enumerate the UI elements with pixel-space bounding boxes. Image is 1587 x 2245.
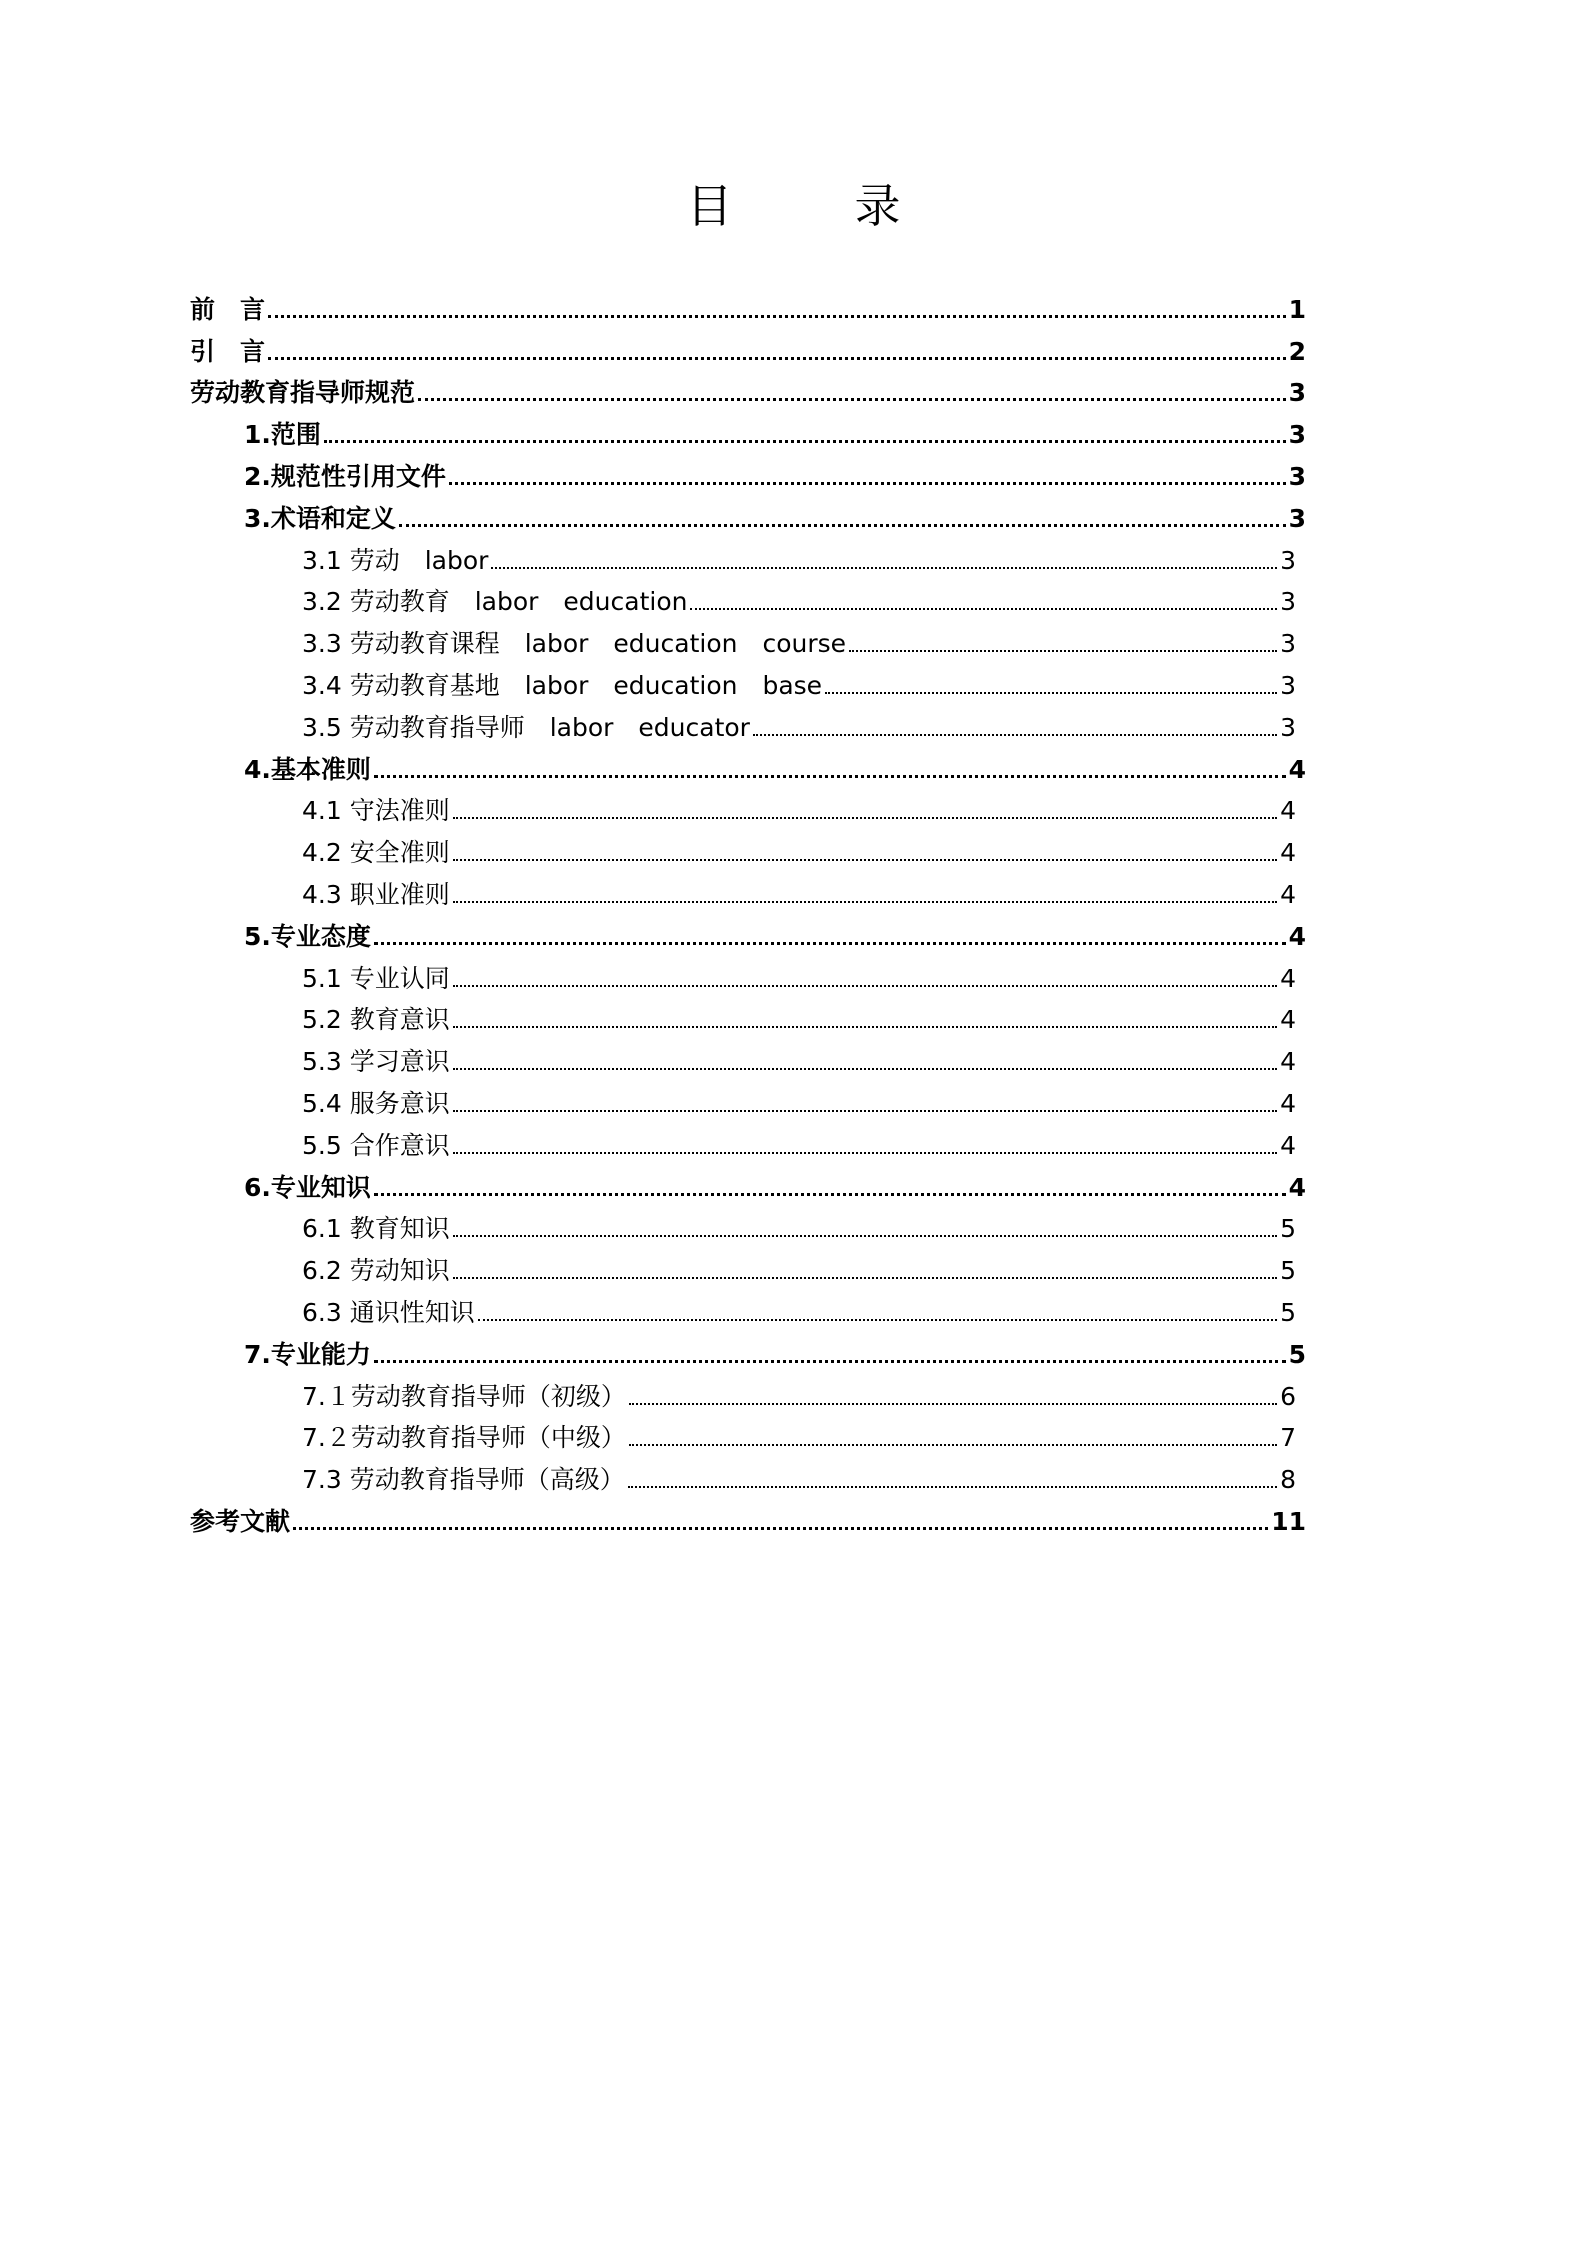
toc-entry-label: 5.专业态度 (244, 921, 371, 951)
toc-entry-label: 6.2 劳动知识 (302, 1256, 450, 1286)
toc-entry-page-number: 4 (1280, 796, 1296, 826)
toc-entry-label: 4.基本准则 (244, 754, 371, 784)
toc-entry-page-number: 5 (1288, 1339, 1306, 1369)
toc-entry-label: 3.4 劳动教育基地 labor education base (302, 670, 823, 700)
toc-entry-label: 5.4 服务意识 (302, 1088, 450, 1118)
toc-entry-page-number: 8 (1280, 1465, 1296, 1495)
toc-entry-label: 1.范围 (244, 420, 321, 450)
toc-entry-label: 5.3 学习意识 (302, 1047, 450, 1077)
dot-leader (628, 1486, 1277, 1488)
toc-entry[interactable] (190, 913, 1306, 955)
toc-entry[interactable] (190, 1289, 1306, 1331)
toc-entry-label: 5.1 专业认同 (302, 963, 450, 993)
toc-entry-label: 7.3 劳动教育指导师（高级） (302, 1465, 625, 1495)
dot-leader (453, 817, 1277, 819)
toc-entry[interactable] (190, 1373, 1306, 1415)
toc-entry-page-number: 3 (1288, 420, 1306, 450)
toc-entry-label: 7.１劳动教育指导师（初级） (302, 1381, 626, 1411)
toc-entry-label: 5.2 教育意识 (302, 1005, 450, 1035)
dot-leader (449, 482, 1286, 485)
toc-entry[interactable] (190, 662, 1306, 704)
toc-entry-page-number: 3 (1280, 712, 1296, 742)
dot-leader (825, 692, 1277, 694)
toc-entry[interactable] (190, 579, 1306, 621)
toc-entry-page-number: 2 (1288, 336, 1306, 366)
toc-entry-page-number: 3 (1280, 670, 1296, 700)
toc-entry[interactable] (190, 370, 1306, 412)
toc-entry[interactable] (190, 1415, 1306, 1457)
toc-entry-label: 3.1 劳动 labor (302, 545, 489, 575)
toc-entry[interactable] (190, 1122, 1306, 1164)
toc-entry-page-number: 4 (1288, 754, 1306, 784)
toc-entry[interactable] (190, 620, 1306, 662)
toc-entry-page-number: 3 (1288, 461, 1306, 491)
toc-entry[interactable] (190, 328, 1306, 370)
page-title: 目 录 (686, 179, 939, 233)
dot-leader (374, 1193, 1286, 1196)
toc-entry-page-number: 5 (1280, 1214, 1296, 1244)
table-of-contents (190, 286, 1306, 1540)
dot-leader (629, 1403, 1277, 1405)
dot-leader (453, 1068, 1277, 1070)
toc-entry-label: 参考文献 (190, 1506, 291, 1536)
dot-leader (268, 357, 1286, 360)
toc-entry[interactable] (190, 955, 1306, 997)
toc-entry-page-number: 11 (1271, 1506, 1306, 1536)
toc-entry-page-number: 3 (1280, 629, 1296, 659)
toc-entry[interactable] (190, 1206, 1306, 1248)
toc-entry[interactable] (190, 1456, 1306, 1498)
toc-entry-page-number: 5 (1280, 1297, 1296, 1327)
dot-leader (453, 1235, 1277, 1237)
toc-entry-label: 4.2 安全准则 (302, 838, 450, 868)
dot-leader (374, 1360, 1286, 1363)
toc-entry-page-number: 4 (1280, 1088, 1296, 1118)
toc-entry[interactable] (190, 997, 1306, 1039)
dot-leader (753, 734, 1277, 736)
toc-entry[interactable] (190, 871, 1306, 913)
toc-entry-label: 3.3 劳动教育课程 labor education course (302, 629, 847, 659)
dot-leader (849, 650, 1277, 652)
toc-entry-label: 7.２劳动教育指导师（中级） (302, 1423, 626, 1453)
dot-leader (399, 524, 1286, 527)
toc-entry-page-number: 4 (1280, 879, 1296, 909)
dot-leader (453, 1026, 1277, 1028)
toc-entry[interactable] (190, 1247, 1306, 1289)
toc-entry-label: 4.3 职业准则 (302, 879, 450, 909)
dot-leader (268, 315, 1286, 318)
toc-entry-page-number: 3 (1280, 545, 1296, 575)
toc-entry-page-number: 4 (1280, 1130, 1296, 1160)
toc-entry-page-number: 7 (1280, 1423, 1296, 1453)
toc-entry[interactable] (190, 537, 1306, 579)
toc-entry[interactable] (190, 1331, 1306, 1373)
toc-entry-page-number: 4 (1280, 1047, 1296, 1077)
toc-entry-page-number: 4 (1280, 838, 1296, 868)
toc-entry-page-number: 3 (1288, 378, 1306, 408)
toc-entry-page-number: 6 (1280, 1381, 1296, 1411)
toc-entry[interactable] (190, 495, 1306, 537)
toc-entry[interactable] (190, 746, 1306, 788)
dot-leader (453, 985, 1277, 987)
dot-leader (690, 608, 1277, 610)
toc-entry[interactable] (190, 1038, 1306, 1080)
toc-entry[interactable] (190, 453, 1306, 495)
dot-leader (629, 1444, 1277, 1446)
toc-entry-page-number: 4 (1288, 921, 1306, 951)
toc-entry-label: 引 言 (190, 336, 266, 366)
toc-entry[interactable] (190, 1080, 1306, 1122)
dot-leader (324, 440, 1286, 443)
toc-entry-label: 3.5 劳动教育指导师 labor educator (302, 712, 750, 742)
dot-leader (478, 1319, 1277, 1321)
toc-entry-label: 6.3 通识性知识 (302, 1297, 475, 1327)
toc-entry-label: 4.1 守法准则 (302, 796, 450, 826)
toc-entry-page-number: 3 (1280, 587, 1296, 617)
dot-leader (374, 942, 1286, 945)
dot-leader (293, 1527, 1268, 1530)
dot-leader (453, 1110, 1277, 1112)
toc-entry-page-number: 5 (1280, 1256, 1296, 1286)
toc-entry-page-number: 4 (1280, 963, 1296, 993)
toc-entry[interactable] (190, 286, 1306, 328)
toc-entry[interactable] (190, 704, 1306, 746)
dot-leader (418, 398, 1286, 401)
toc-entry-label: 3.2 劳动教育 labor education (302, 587, 688, 617)
dot-leader (453, 859, 1277, 861)
toc-entry-label: 6.1 教育知识 (302, 1214, 450, 1244)
dot-leader (453, 1152, 1277, 1154)
toc-entry-label: 劳动教育指导师规范 (190, 378, 416, 408)
dot-leader (491, 567, 1277, 569)
dot-leader (453, 901, 1277, 903)
toc-entry-label: 6.专业知识 (244, 1172, 371, 1202)
dot-leader (374, 775, 1286, 778)
toc-entry-label: 7.专业能力 (244, 1339, 371, 1369)
dot-leader (453, 1277, 1277, 1279)
toc-entry[interactable] (190, 1164, 1306, 1206)
toc-entry-page-number: 1 (1288, 294, 1306, 324)
toc-entry-page-number: 4 (1280, 1005, 1296, 1035)
toc-entry-label: 3.术语和定义 (244, 503, 396, 533)
toc-entry-page-number: 3 (1288, 503, 1306, 533)
toc-entry[interactable] (190, 1498, 1306, 1540)
toc-entry-label: 2.规范性引用文件 (244, 461, 446, 491)
toc-entry-label: 前 言 (190, 294, 266, 324)
toc-entry-label: 5.5 合作意识 (302, 1130, 450, 1160)
toc-entry[interactable] (190, 829, 1306, 871)
toc-entry-page-number: 4 (1288, 1172, 1306, 1202)
toc-entry[interactable] (190, 411, 1306, 453)
toc-entry[interactable] (190, 788, 1306, 830)
